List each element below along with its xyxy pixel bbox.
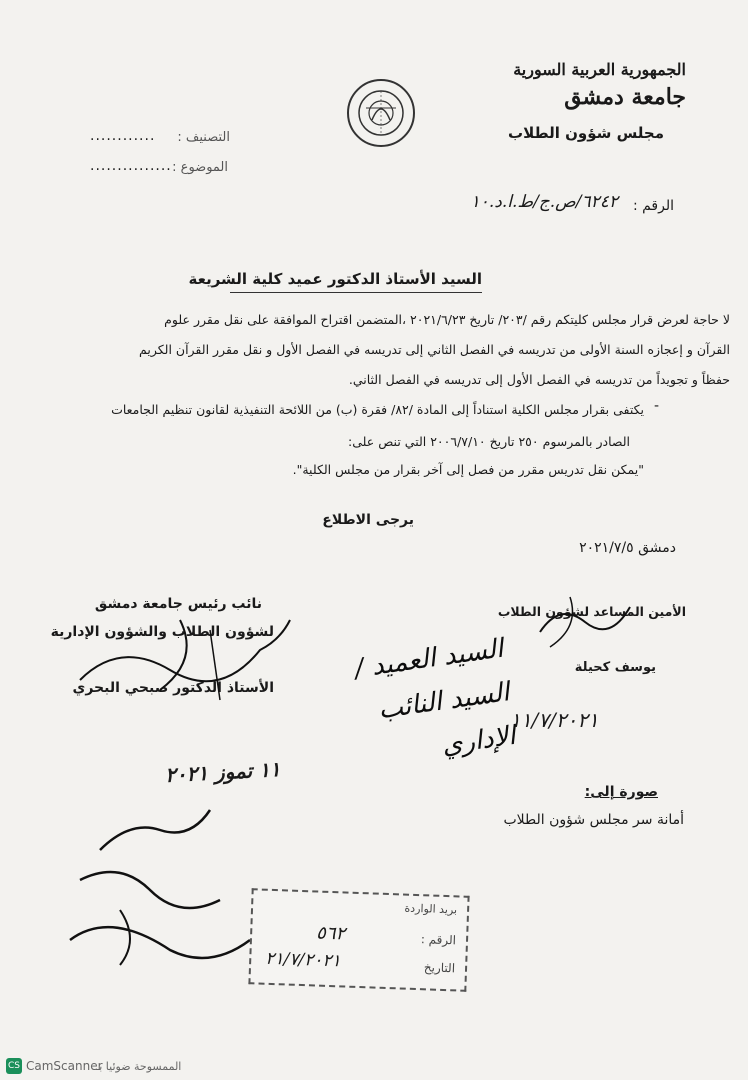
ref-value: ٦٢٤٢/ص.ج/ط.ا.د.١٠ [470,192,618,212]
scanned-with: الممسوحة ضوئيا بـ [96,1060,182,1073]
camscanner-logo-icon: CS [6,1058,22,1074]
left-handwritten-date: ١١ تموز ٢٠٢١ [163,756,281,788]
left-signatory-title-2: لشؤون الطلاب والشؤون الإدارية [50,624,274,640]
right-signature-icon [530,592,640,652]
copy-label: صورة إلى: [584,784,658,800]
closing-text: يرجى الاطلاع [322,512,414,528]
addressee-underline [230,292,482,293]
right-signatory-title: الأمين المساعد لشؤون الطلاب [497,604,686,619]
bullet-line-2: الصادر بالمرسوم ٢٥٠ تاريخ ٢٠٠٦/٧/١٠ التي تنص على: [348,434,630,449]
header-university: جامعة دمشق [564,84,686,110]
stamp-line-2-value: ٥٦٢ [315,922,346,945]
subject-label: الموضوع : [172,160,228,175]
classification-label: التصنيف : [177,130,230,145]
header-council: مجلس شؤون الطلاب [508,124,664,142]
left-signatory-name: الأستاذ الدكتور صبحي البحري [72,680,274,696]
date-line: دمشق ٢٠٢١/٧/٥ [579,540,676,556]
bullet-dash: - [654,398,660,414]
stamp-line-2: الرقم : [420,932,457,948]
body-line-1: لا حاجة لعرض قرار مجلس كليتكم رقم /٢٠٣/ تاريخ ٢٠٢١/٦/٢٣ ،المتضمن اقتراح الموافقة على نقل مقرر علوم [164,312,730,327]
incoming-stamp [248,888,469,992]
addressee: السيد الأستاذ الدكتور عميد كلية الشريعة [188,270,482,288]
bottom-left-scribble-icon [60,790,260,970]
stamp-line-1: بريد الواردة [404,901,458,917]
stamp-line-3: التاريخ [423,960,456,976]
left-signature-icon [60,600,300,710]
left-signatory-title-1: نائب رئيس جامعة دمشق [94,596,262,612]
stamp-line-3-value: ٢١/٧/٢٠٢١ [264,948,341,972]
copy-recipient: أمانة سر مجلس شؤون الطلاب [503,812,684,828]
bullet-line-3: "يمكن نقل تدريس مقرر من فصل إلى آخر بقرار من مجلس الكلية". [292,462,644,477]
right-signatory-name: يوسف كحيلة [574,660,656,675]
bullet-line-1: يكتفى بقرار مجلس الكلية استناداً إلى المادة /٨٢/ فقرة (ب) من اللائحة التنفيذية لقانون تنظيم الجامعات [111,402,644,417]
ref-label: الرقم : [632,198,674,214]
header-country: الجمهورية العربية السورية [513,60,686,79]
handwritten-date: ١١/٧/٢٠٢١ [510,708,599,732]
body-line-2: القرآن و إعجازه السنة الأولى من تدريسه في الفصل الثاني إلى تدريسه في الفصل الأول و نقل مقرر القرآن الكريم [139,342,730,357]
scanner-name: CamScanner [26,1059,103,1073]
handwritten-note: السيد العميد / السيد النائب الإداري [352,633,518,761]
classification-value: ............ [90,128,156,144]
university-seal-icon [346,78,416,148]
body-line-3: حفظاً و تجويداً من تدريسه في الفصل الأول إلى تدريسه في الفصل الثاني. [348,372,730,387]
subject-value: ............... [90,158,172,174]
